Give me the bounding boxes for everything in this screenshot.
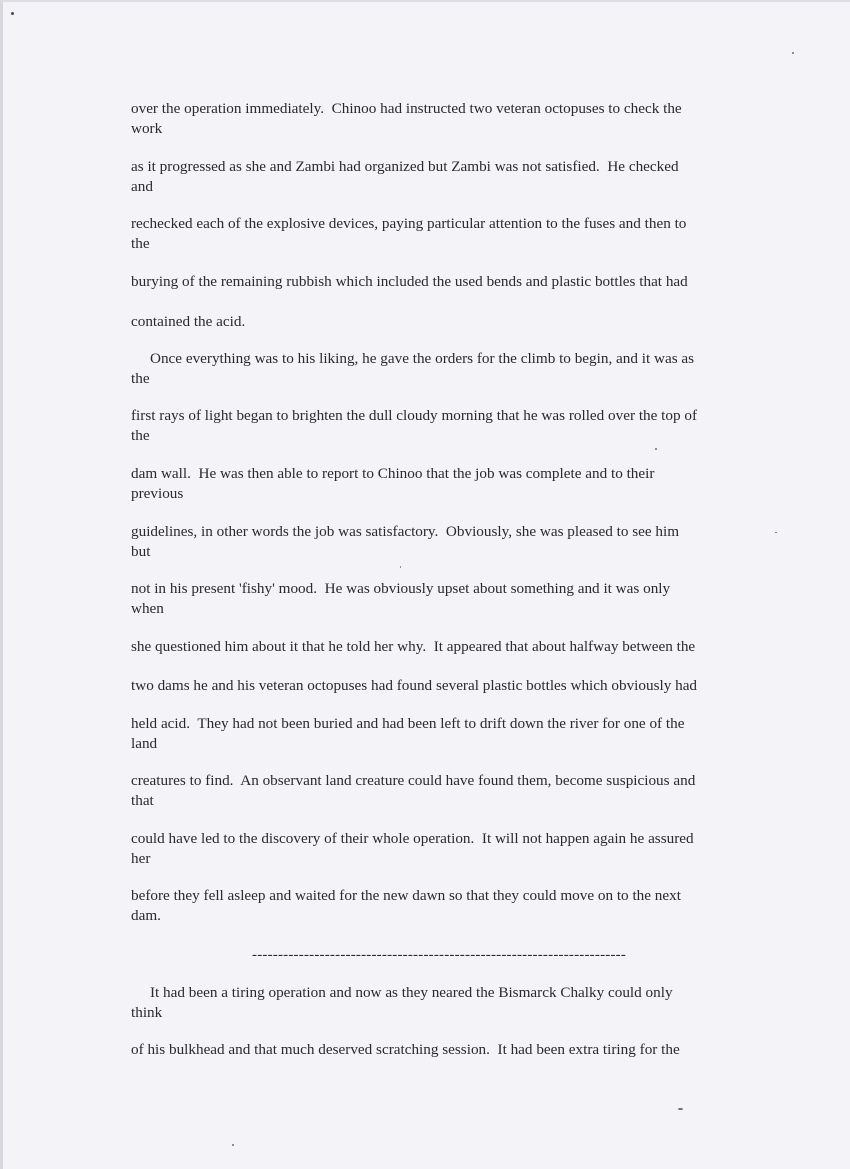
scan-speck (400, 566, 401, 568)
text-line: first rays of light began to brighten the dull cloudy morning that he was rolled over the top of the (131, 407, 698, 444)
text-line: of his bulkhead and that much deserved scratching session. It had been extra tiring for the (131, 1041, 680, 1058)
text-line: not in his present 'fishy' mood. He was obviously upset about something and it was only when (131, 580, 671, 617)
scan-speck (775, 532, 777, 533)
text-line: could have led to the discovery of their whole operation. It will not happen again he assured her (131, 830, 694, 867)
text-line: guidelines, in other words the job was satisfactory. Obviously, she was pleased to see him but (131, 523, 680, 560)
section-divider: ------------------------------------------------------------------------ (252, 947, 627, 963)
text-line: held acid. They had not been buried and had been left to drift down the river for one of the land (131, 715, 685, 752)
text-line: rechecked each of the explosive devices, paying particular attention to the fuses and then to the (131, 215, 687, 252)
text-line: It had been a tiring operation and now as they neared the Bismarck Chalky could only think (131, 984, 673, 1021)
page-edge (0, 0, 3, 1169)
text-line: Once everything was to his liking, he gave the orders for the climb to begin, and it was as the (131, 350, 695, 387)
scan-speck (792, 52, 794, 54)
text-line: contained the acid. (131, 313, 246, 330)
scan-speck (232, 1144, 234, 1146)
text-line: creatures to find. An observant land creature could have found them, become suspicious and that (131, 772, 696, 809)
text-line: dam wall. He was then able to report to Chinoo that the job was complete and to their previous (131, 465, 655, 502)
text-line: two dams he and his veteran octopuses had found several plastic bottles which obviously had (131, 677, 698, 694)
text-line: burying of the remaining rubbish which included the used bends and plastic bottles that had (131, 273, 688, 290)
scan-speck (678, 1108, 683, 1110)
text-line: she questioned him about it that he told her why. It appeared that about halfway between the (131, 638, 696, 655)
scan-speck (11, 12, 14, 15)
scan-speck (655, 448, 657, 450)
text-line: as it progressed as she and Zambi had organized but Zambi was not satisfied. He checked and (131, 158, 679, 195)
page-edge-top (0, 0, 850, 2)
text-line: before they fell asleep and waited for the new dawn so that they could move on to the next dam. (131, 887, 681, 924)
text-line: over the operation immediately. Chinoo had instructed two veteran octopuses to check the work (131, 100, 682, 137)
